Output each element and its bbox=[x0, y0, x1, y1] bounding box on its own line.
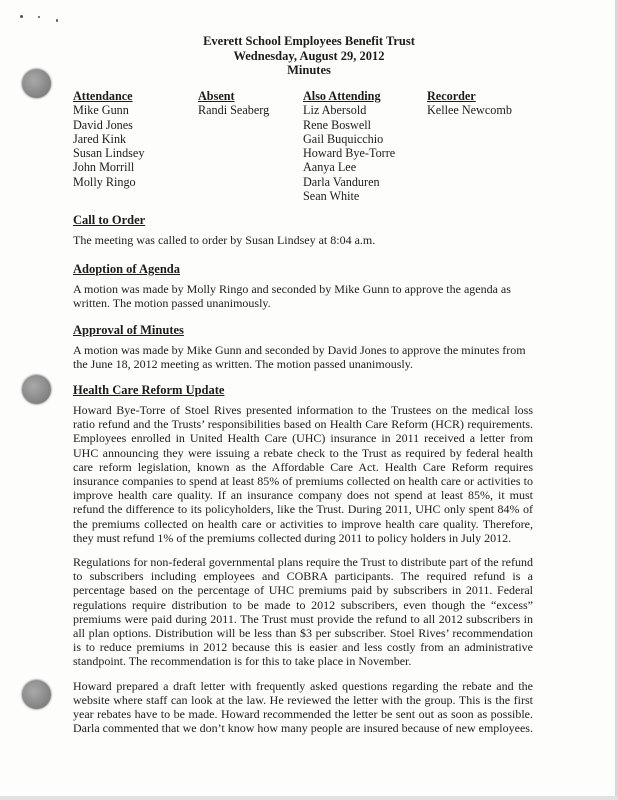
health-care-reform-body bbox=[73, 403, 533, 735]
adoption-of-agenda-section bbox=[73, 262, 533, 310]
guest-name: Sean White bbox=[303, 189, 360, 204]
call-to-order-text: The meeting was called to order by Susan Lindsey at 8:04 a.m. bbox=[73, 233, 376, 247]
attendee-name: Susan Lindsey bbox=[73, 146, 145, 161]
attendee-name: Molly Ringo bbox=[73, 174, 136, 189]
recorder-heading: Recorder bbox=[427, 89, 476, 103]
punch-hole-middle bbox=[22, 375, 51, 404]
body-paragraph: Regulations for non-federal governmental plans require the Trust to distribute part of the refund to subscribers including employees and COBRA participants. The required refund is a percentage based on the percentage of UHC premiums paid by subscribers in 2011. Federal regulations require distribution to be made to 2012 subscribers, even though the “excess” premiums were paid during 2011. The Trust must provide the refund to all 2012 subscribers in all plan options. Distribution will be less than $3 per subscriber. Stoel Rives’ recommendation is to reduce premiums in 2012 because this is easier and less costly from an administrative standpoint. The recommendation is for this to take place in November. bbox=[73, 555, 533, 669]
guest-name: Darla Vanduren bbox=[303, 174, 380, 189]
meeting-date: Wednesday, August 29, 2012 bbox=[233, 48, 385, 63]
attendance-heading: Attendance bbox=[73, 89, 133, 103]
scan-speck bbox=[56, 19, 58, 22]
document-header bbox=[0, 34, 618, 78]
also-attending-column bbox=[303, 89, 395, 203]
adoption-of-agenda-heading: Adoption of Agenda bbox=[73, 262, 180, 276]
page-edge-bottom bbox=[0, 796, 618, 800]
attendee-name: Mike Gunn bbox=[73, 103, 129, 118]
absent-column bbox=[198, 89, 269, 118]
body-paragraph: Howard Bye-Torre of Stoel Rives presented information to the Trustees on the medical loss ratio refund and the Trusts’ responsibilities based on Health Care Reform (HCR) requirements. Employees enrolled in United Health Care (UHC) insurance in 2011 received a letter from UHC announcing they were issuing a rebate check to the Trust as required by federal health care reform legislation, known as the Affordable Care Act. Health Care Reform requires insurance companies to spend at least 85% of premiums collected on health care or activities to improve health care quality. If an insurance company does not spend at least 85%, it must refund the difference to its policyholders, like the Trust. During 2011, UHC only spent 84% of the premiums collected on health care or activities to improve health care quality. Therefore, they must refund 1% of the premiums collected during 2011 to policy holders in July 2012. bbox=[73, 403, 533, 545]
health-care-reform-section bbox=[73, 383, 533, 735]
absent-heading: Absent bbox=[198, 89, 235, 103]
organization-title: Everett School Employees Benefit Trust bbox=[203, 34, 415, 48]
call-to-order-section bbox=[73, 213, 533, 247]
guest-name: Rene Boswell bbox=[303, 117, 372, 132]
approval-of-minutes-text: A motion was made by Mike Gunn and seconded by David Jones to approve the minutes from the June 18, 2012 meeting as written. The motion passed unanimously. bbox=[73, 343, 526, 372]
recorder-column bbox=[427, 89, 512, 118]
guest-name: Aanya Lee bbox=[303, 160, 357, 175]
also-attending-heading: Also Attending bbox=[303, 89, 381, 103]
punch-hole-bottom bbox=[22, 680, 51, 709]
call-to-order-heading: Call to Order bbox=[73, 213, 146, 227]
scan-speck bbox=[38, 16, 40, 18]
guest-name: Liz Abersold bbox=[303, 103, 367, 118]
attendance-column bbox=[73, 89, 144, 189]
attendee-name: John Morrill bbox=[73, 160, 135, 175]
absent-name: Randi Seaberg bbox=[198, 103, 270, 118]
attendee-name: David Jones bbox=[73, 117, 133, 132]
approval-of-minutes-heading: Approval of Minutes bbox=[73, 323, 184, 337]
body-paragraph: Howard prepared a draft letter with frequently asked questions regarding the rebate and the website where staff can look at the law. He reviewed the letter with the group. This is the first year rebates have to be made. Howard recommended the letter be sent out as soon as possible. Darla commented that we don’t know how many people are insured because of new employees. bbox=[73, 678, 533, 736]
health-care-reform-heading: Health Care Reform Update bbox=[73, 383, 225, 397]
attendee-name: Jared Kink bbox=[73, 131, 127, 146]
adoption-of-agenda-text: A motion was made by Molly Ringo and seconded by Mike Gunn to approve the agenda as written. The motion passed unanimously. bbox=[73, 282, 511, 311]
approval-of-minutes-section bbox=[73, 323, 533, 371]
recorder-name: Kellee Newcomb bbox=[427, 103, 512, 118]
guest-name: Gail Buquicchio bbox=[303, 131, 384, 146]
guest-name: Howard Bye-Torre bbox=[303, 146, 396, 161]
scan-speck bbox=[20, 15, 23, 18]
document-type: Minutes bbox=[287, 63, 331, 77]
